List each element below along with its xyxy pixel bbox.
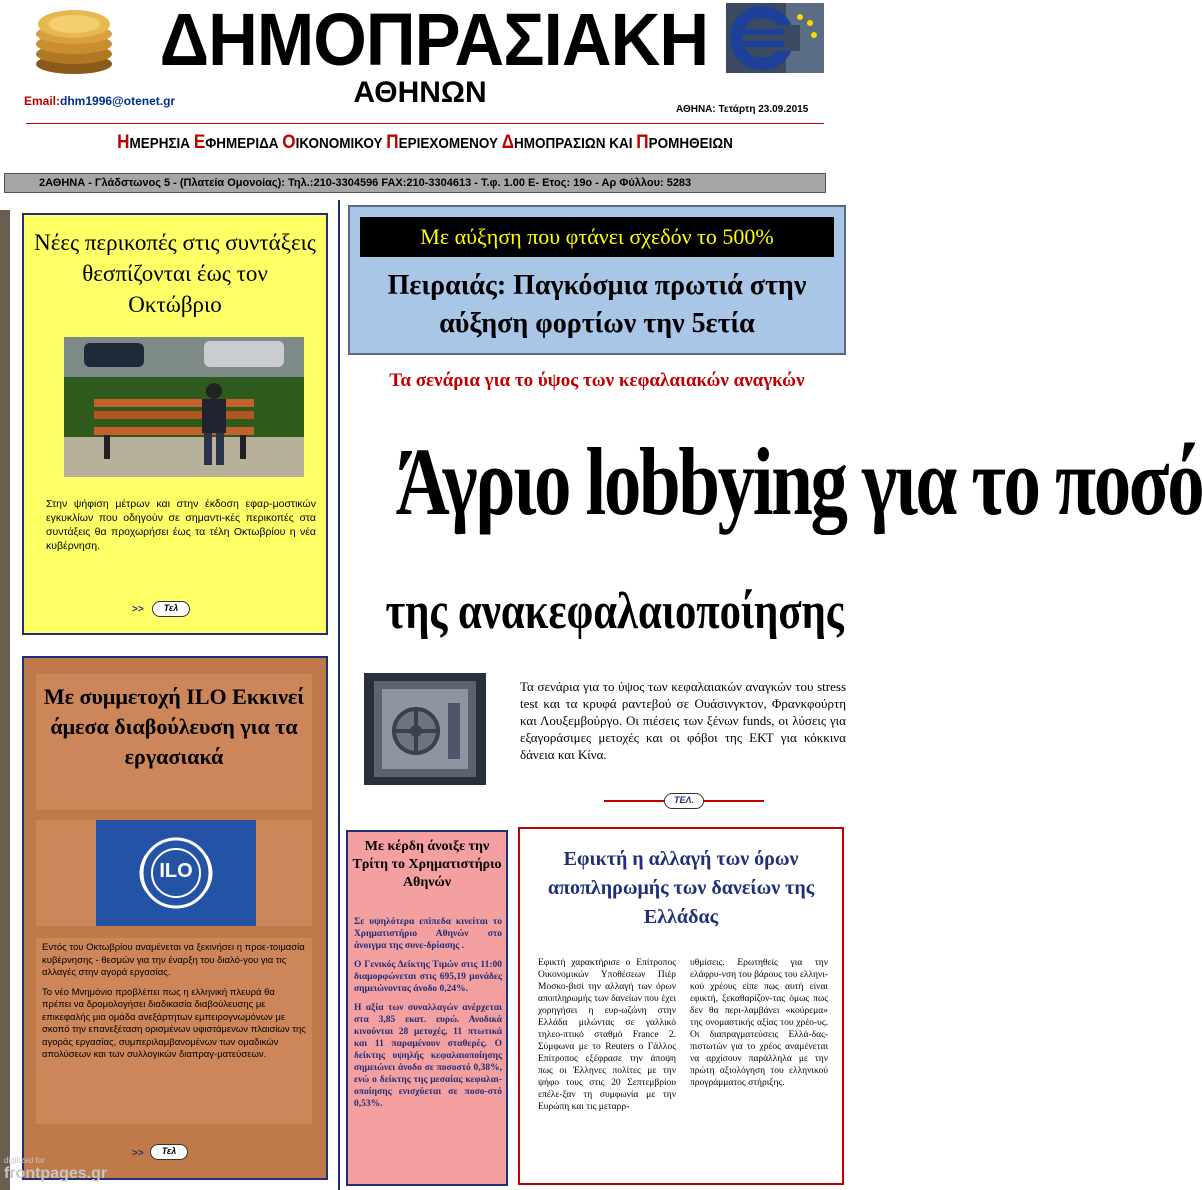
- ilo-headline-panel: [36, 674, 312, 810]
- pensions-article[interactable]: [22, 213, 328, 635]
- pensions-body: Στην ψήφιση μέτρων και στην έκδοση εφαρ-μοστικών εγκυκλίων που οδηγούν σε σημαντι-κές περικοπές στα συντάξεις θα προχωρήσει έως τα τέλη Οκτωβρίου η νέα κυβέρνηση.: [46, 498, 316, 552]
- vault-door-photo: [364, 673, 486, 785]
- ilo-flag: [96, 820, 256, 926]
- loan-terms-headline[interactable]: Εφικτή η αλλαγή των όρων αποπληρωμής των δανείων της Ελλάδας: [547, 848, 815, 928]
- read-more-arrows: >>: [132, 1148, 144, 1159]
- masthead-divider: [26, 123, 824, 124]
- masthead-subtitle: ΑΘΗΝΩΝ: [353, 76, 487, 109]
- read-more-arrows: >>: [132, 604, 144, 615]
- ilo-article[interactable]: [22, 656, 328, 1180]
- ilo-end-button[interactable]: Τελ: [150, 1144, 188, 1160]
- stock-exchange-body: [354, 916, 502, 1117]
- loan-terms-column-1: Εφικτή χαρακτήρισε ο Επίτροπος Οικονομικών Υποθέσεων Πιέρ Μοσκο-βισί την αλλαγή των όρων αποπληρωμής των δανείων που έχει χορηγήσει η ευρ-ωζώνη στην Ελλάδα μιλώντας σε γαλλικό τηλεο-πτικό σταθμό France 2. Σύμφωνα με το Reuters ο Γάλλος Επίτροπος εξέφρασε την άποψη πως οι Έλληνες πολίτες με την ψήφο τους στις 20 Σεπτεμβρίου επέλε-ξαν τη συμφωνία με την Ευρώπη και τις μεταρρ-: [538, 958, 676, 1112]
- stock-paragraph-2: Ο Γενικός Δείκτης Τιμών στις 11:00 διαμορφώνεται στις 695,19 μονάδες σημειώνοντας άνοδο 0,24%.: [354, 960, 502, 994]
- lobbying-end-button[interactable]: ΤΕΛ.: [664, 793, 704, 809]
- lobbying-body: Τα σενάρια για το ύψος των κεφαλαιακών αναγκών του stress test και τα κρυφά ραντεβού σε Ουάσινγκτον, Φρανκφούρτη και Λουξεμβούργο. Οι πιέσεις των ξένων funds, οι λύσεις για εξαγοράσιμες μετοχές και οι φόβοι της ΕΚΤ για κόκκινα δάνεια και Κίνα.: [520, 679, 846, 762]
- masthead-title: ΔΗΜΟΠΡΑΣΙΑΚΗ: [159, 0, 709, 81]
- pensions-headline[interactable]: Νέες περικοπές στις συντάξεις θεσπίζονται έως τον Οκτώβριο: [34, 230, 316, 317]
- stock-exchange-headline[interactable]: Με κέρδη άνοιξε την Τρίτη το Χρηματιστήριο Αθηνών: [352, 839, 502, 890]
- email-line: [24, 94, 175, 108]
- park-bench-photo: [64, 337, 304, 477]
- ilo-logo-panel: [36, 820, 312, 926]
- ilo-body: [36, 938, 312, 1124]
- stock-paragraph-3: Η αξία των συναλλαγών ανέρχεται στα 3,85 εκατ. ευρώ. Ανοδικά κινούνται 28 μετοχές, 11 πτωτικά και 11 παραμένουν σταθερές. Ο δείκτης υψηλής κεφαλαιοποίησης σημειώνει άνοδο σε ποσοστό 0,38%, ενώ ο δείκτης της μεσαίας κεφαλαι-οποίησης ενισχύεται σε ποσο-στό 0,53%.: [354, 1003, 502, 1109]
- stock-paragraph-1: Σε υψηλότερα επίπεδα κινείται το Χρηματιστήριο Αθηνών στο άνοιγμα της συνε-δρίασης .: [354, 917, 502, 951]
- pensions-end-button[interactable]: Τελ: [152, 601, 190, 617]
- issue-date: ΑΘΗΝΑ: Τετάρτη 23.09.2015: [676, 104, 809, 115]
- ilo-logo-icon: ILO: [159, 860, 193, 882]
- stock-exchange-article[interactable]: [346, 830, 508, 1186]
- column-separator: [338, 200, 340, 1190]
- left-margin-rule: [0, 210, 10, 1190]
- piraeus-article[interactable]: [348, 205, 846, 355]
- coins-logo-icon: [30, 4, 118, 76]
- credit-line-1: digitized for: [4, 1156, 45, 1165]
- ilo-paragraph-2: Το νέο Μνημόνιο προβλέπει πως η ελληνική πλευρά θα πρέπει να δρομολογήσει διαδικασία διαβούλευσης με επικεφαλής μια ομάδα ανεξάρτητων εμπειρογνωμόνων με σκοπό την επανεξέταση ορισμένων υφιστάμενων πλαισίων της αγοράς εργασίας, συμπεριλαμβανομένων των ομαδικών απολύσεων και των συλλογικών διαπραγ-ματεύσεων.: [42, 986, 306, 1060]
- loan-terms-body: [538, 957, 828, 1113]
- ilo-paragraph-1: Εντός του Οκτωβρίου αναμένεται να ξεκινήσει η προε-τοιμασία κυβέρνησης - θεσμών για την έναρξη του διαλό-γου για τις αλλαγές στην αγορά εργασίας.: [42, 942, 305, 978]
- loan-terms-article[interactable]: [518, 827, 844, 1185]
- piraeus-banner: Με αύξηση που φτάνει σχεδόν το 500%: [360, 217, 834, 257]
- loan-terms-column-2: υθμίσεις. Ερωτηθείς για την ελάφρυ-νση του βάρους του ελληνι-κού χρέους είπε πως αυτή είναι εφικτή, ξεκαθαρίζον-τας όμως πως δεν θα περι-λαμβάνει «κούρεμα» της ονομαστικής αξίας του χρέο-υς. Οι διαπραγματεύσεις Ελλά-δας- πιστωτών για το χρέος αναμένεται να αρχίσουν παράλληλα με την πρώτη αξιολόγηση του ελληνικού προγράμματος στήριξης.: [690, 958, 828, 1088]
- credit-line-2: frontpages.gr: [4, 1165, 108, 1182]
- lobbying-kicker: Τα σενάρια για το ύψος των κεφαλαιακών αναγκών: [389, 370, 805, 391]
- email-link[interactable]: dhm1996@otenet.gr: [60, 94, 176, 108]
- lobbying-headline-line1[interactable]: Άγριο lobbying για το ποσό: [395, 428, 1202, 535]
- lobbying-headline-line2[interactable]: της ανακεφαλαιοποίησης: [385, 583, 844, 640]
- euro-sign-icon: [726, 3, 824, 73]
- digitized-credit: [4, 1156, 107, 1183]
- publication-info-bar: 2ΑΘΗΝΑ - Γλάδστωνος 5 - (Πλατεία Ομονοίας): Τηλ.:210-3304596 FAX:210-3304613 - Τ.φ. 1.00 Ε- Ετος: 19ο - Αρ Φύλλου: 5283: [4, 173, 826, 193]
- piraeus-headline[interactable]: Πειραιάς: Παγκόσμια πρωτιά στην αύξηση φορτίων την 5ετία: [387, 270, 807, 339]
- ilo-headline[interactable]: Με συμμετοχή ILO Εκκινεί άμεσα διαβούλευση για τα εργασιακά: [43, 684, 305, 769]
- email-label: Email:: [24, 94, 61, 108]
- masthead-tagline: ΗΜΕΡΗΣΙΑ ΕΦΗΜΕΡΙΔΑ ΟΙΚΟΝΟΜΙΚΟΥ ΠΕΡΙΕΧΟΜΕΝΟΥ ΔΗΜΟΠΡΑΣΙΩΝ ΚΑΙ ΠΡΟΜΗΘΕΙΩΝ: [117, 132, 733, 153]
